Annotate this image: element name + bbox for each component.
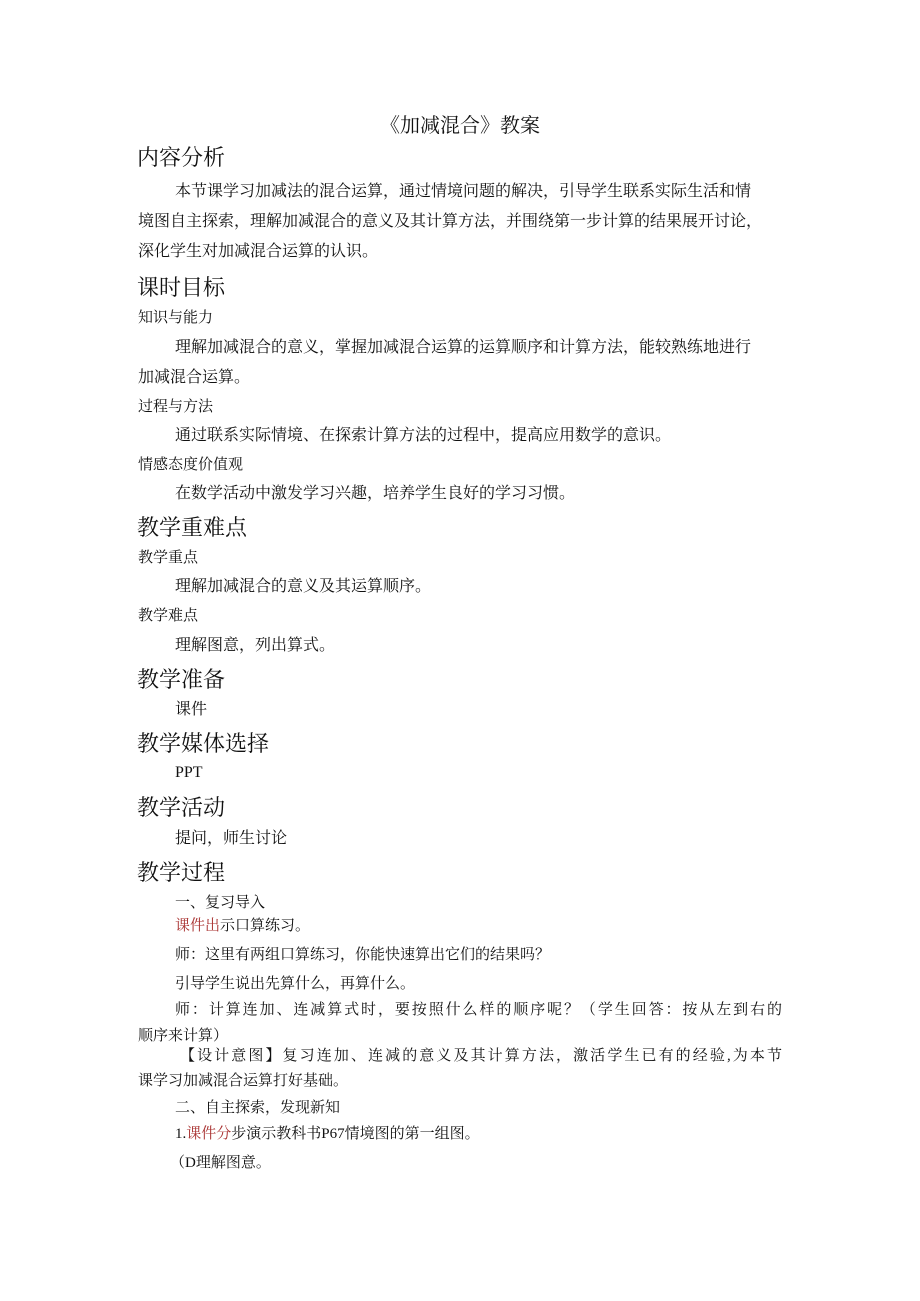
paragraph-line: 顺序来计算）	[138, 1028, 229, 1044]
paragraph-line: 师：计算连加、连减算式时，要按照什么样的顺序呢？（学生回答：按从左到右的	[175, 1002, 782, 1018]
subheading-focus: 教学重点	[138, 550, 199, 566]
step-heading: 二、自主探索，发现新知	[175, 1100, 341, 1116]
paragraph-line	[175, 1124, 480, 1144]
paragraph-line: 深化学生对加减混合运算的认识。	[138, 243, 379, 260]
paragraph-line: 引导学生说出先算什么，再算什么。	[175, 976, 416, 992]
heading-media: 教学媒体选择	[137, 731, 270, 756]
heading-preparation: 教学准备	[137, 667, 226, 692]
heading-goals: 课时目标	[137, 275, 226, 300]
list-number: 1.	[175, 1126, 187, 1142]
subheading-emotion: 情感态度价值观	[138, 457, 244, 473]
subheading-knowledge: 知识与能力	[138, 310, 214, 326]
paragraph-line: 加减混合运算。	[138, 369, 251, 386]
paragraph-line: 理解加减混合的意义及其运算顺序。	[175, 578, 432, 595]
paragraph-line: 境图自主探索，理解加减混合的意义及其计算方法，并围绕第一步计算的结果展开讨论，	[138, 213, 763, 230]
design-intent-line: 【设计意图】复习连加、连减的意义及其计算方法，激活学生已有的经验,为本节	[180, 1048, 782, 1064]
paragraph-line: 提问，师生讨论	[175, 830, 288, 847]
paragraph-line: 师：这里有两组口算练习，你能快速算出它们的结果吗？	[175, 947, 551, 963]
paragraph-line: 理解图意，列出算式。	[175, 637, 336, 654]
text: 示口算练习。	[220, 918, 311, 934]
paragraph-line: （D理解图意。	[170, 1155, 271, 1171]
paragraph-line: 在数学活动中激发学习兴趣，培养学生良好的学习习惯。	[175, 485, 576, 502]
text: 步演示教科书P67情境图的第一组图。	[231, 1126, 480, 1142]
heading-key-points: 教学重难点	[137, 515, 248, 540]
subheading-difficulty: 教学难点	[138, 608, 199, 624]
paragraph-line: 通过联系实际情境、在探索计算方法的过程中，提高应用数学的意识。	[175, 427, 672, 444]
document-title: 《加减混合》教案	[380, 115, 540, 137]
step-heading: 一、复习导入	[175, 895, 266, 911]
paragraph-line: 理解加减混合的意义，掌握加减混合运算的运算顺序和计算方法，能较熟练地进行	[175, 339, 752, 356]
heading-content-analysis: 内容分析	[137, 145, 226, 170]
highlight-text: 课件分	[186, 1126, 232, 1142]
highlight-text: 课件出	[175, 918, 221, 934]
paragraph-line: 课件	[175, 701, 208, 718]
paragraph-line: 本节课学习加减法的混合运算，通过情境问题的解决，引导学生联系实际生活和情	[175, 183, 752, 200]
subheading-process: 过程与方法	[138, 399, 214, 415]
heading-activities: 教学活动	[137, 795, 226, 820]
paragraph-line	[175, 916, 310, 936]
paragraph-line: PPT	[175, 764, 203, 781]
heading-process: 教学过程	[137, 860, 226, 885]
paragraph-line: 课学习加减混合运算打好基础。	[138, 1073, 349, 1089]
